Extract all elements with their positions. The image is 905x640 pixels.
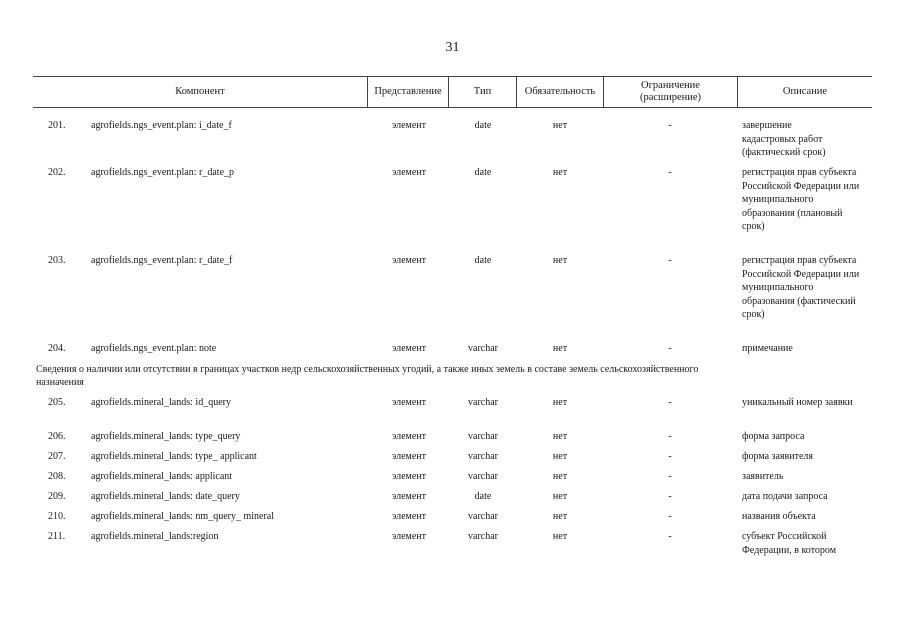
row-number: 202. (48, 167, 66, 178)
header-component: Компонент (175, 86, 225, 97)
row-limit: - (668, 471, 672, 482)
row-description: регистрация прав субъекта Российской Федерации или муниципального образования (фактический срок) (742, 255, 860, 321)
row-component: agrofields.mineral_lands: nm_query_ mineral (91, 511, 275, 522)
row-limit: - (668, 511, 672, 522)
row-number: 207. (48, 451, 66, 462)
row-limit: - (668, 397, 672, 408)
row-component: agrofields.ngs_event.plan: r_date_p (91, 167, 235, 178)
row-representation: элемент (391, 491, 427, 502)
row-limit: - (668, 255, 672, 266)
row-required: нет (552, 397, 568, 408)
row-type: varchar (468, 471, 498, 482)
row-required: нет (552, 343, 568, 354)
header-limit: Ограничение (расширение) (639, 80, 702, 103)
row-description: форма запроса (742, 431, 805, 442)
row-type: varchar (468, 397, 498, 408)
row-component: agrofields.ngs_event.plan: r_date_f (91, 255, 233, 266)
page-number: 31 (445, 40, 460, 55)
row-number: 205. (48, 397, 66, 408)
row-required: нет (552, 255, 568, 266)
row-required: нет (552, 511, 568, 522)
row-type: date (474, 491, 492, 502)
table-header (33, 76, 872, 108)
row-representation: элемент (391, 255, 427, 266)
row-limit: - (668, 343, 672, 354)
row-description: уникальный номер заявки (742, 397, 853, 408)
row-limit: - (668, 531, 672, 542)
row-limit: - (668, 491, 672, 502)
row-description: заявитель (742, 471, 784, 482)
row-representation: элемент (391, 431, 427, 442)
row-component: agrofields.ngs_event.plan: i_date_f (91, 120, 232, 131)
row-limit: - (668, 431, 672, 442)
row-representation: элемент (391, 120, 427, 131)
row-type: varchar (468, 343, 498, 354)
row-number: 209. (48, 491, 66, 502)
row-required: нет (552, 431, 568, 442)
row-number: 203. (48, 255, 66, 266)
row-type: date (474, 167, 492, 178)
row-representation: элемент (391, 397, 427, 408)
row-description: завершение кадастровых работ (фактический срок) (742, 120, 826, 159)
row-representation: элемент (391, 531, 427, 542)
row-limit: - (668, 451, 672, 462)
section-title: Сведения о наличии или отсутствии в границах участков недр сельскохозяйственных угодий, а также иных земель в составе земель сельскохозяйственного назначения (36, 364, 699, 388)
row-component: agrofields.mineral_lands: type_ applicant (91, 451, 257, 462)
header-type: Тип (473, 86, 492, 97)
row-component: agrofields.mineral_lands: type_query (91, 431, 241, 442)
row-type: date (474, 120, 492, 131)
row-type: varchar (468, 451, 498, 462)
row-required: нет (552, 120, 568, 131)
row-component: agrofields.mineral_lands:region (91, 531, 219, 542)
row-description: форма заявителя (742, 451, 813, 462)
row-number: 210. (48, 511, 66, 522)
row-representation: элемент (391, 343, 427, 354)
row-representation: элемент (391, 451, 427, 462)
row-number: 206. (48, 431, 66, 442)
row-required: нет (552, 451, 568, 462)
row-description: примечание (742, 343, 793, 354)
row-number: 211. (48, 531, 66, 542)
row-component: agrofields.mineral_lands: applicant (91, 471, 233, 482)
row-required: нет (552, 491, 568, 502)
row-representation: элемент (391, 511, 427, 522)
row-required: нет (552, 471, 568, 482)
row-component: agrofields.ngs_event.plan: note (91, 343, 217, 354)
row-required: нет (552, 531, 568, 542)
row-type: date (474, 255, 492, 266)
header-representation: Представление (374, 86, 442, 97)
row-limit: - (668, 120, 672, 131)
row-number: 204. (48, 343, 66, 354)
row-type: varchar (468, 511, 498, 522)
row-representation: элемент (391, 167, 427, 178)
row-type: varchar (468, 431, 498, 442)
row-limit: - (668, 167, 672, 178)
row-number: 201. (48, 120, 66, 131)
row-component: agrofields.mineral_lands: id_query (91, 397, 231, 408)
header-required: Обязательность (524, 86, 596, 97)
header-description: Описание (782, 86, 828, 97)
row-description: названия объекта (742, 511, 816, 522)
row-required: нет (552, 167, 568, 178)
row-component: agrofields.mineral_lands: date_query (91, 491, 240, 502)
row-description: регистрация прав субъекта Российской Федерации или муниципального образования (плановый срок) (742, 167, 860, 233)
row-type: varchar (468, 531, 498, 542)
row-description: субъект Российской Федерации, в котором (742, 531, 837, 556)
row-description: дата подачи запроса (742, 491, 828, 502)
row-number: 208. (48, 471, 66, 482)
row-representation: элемент (391, 471, 427, 482)
